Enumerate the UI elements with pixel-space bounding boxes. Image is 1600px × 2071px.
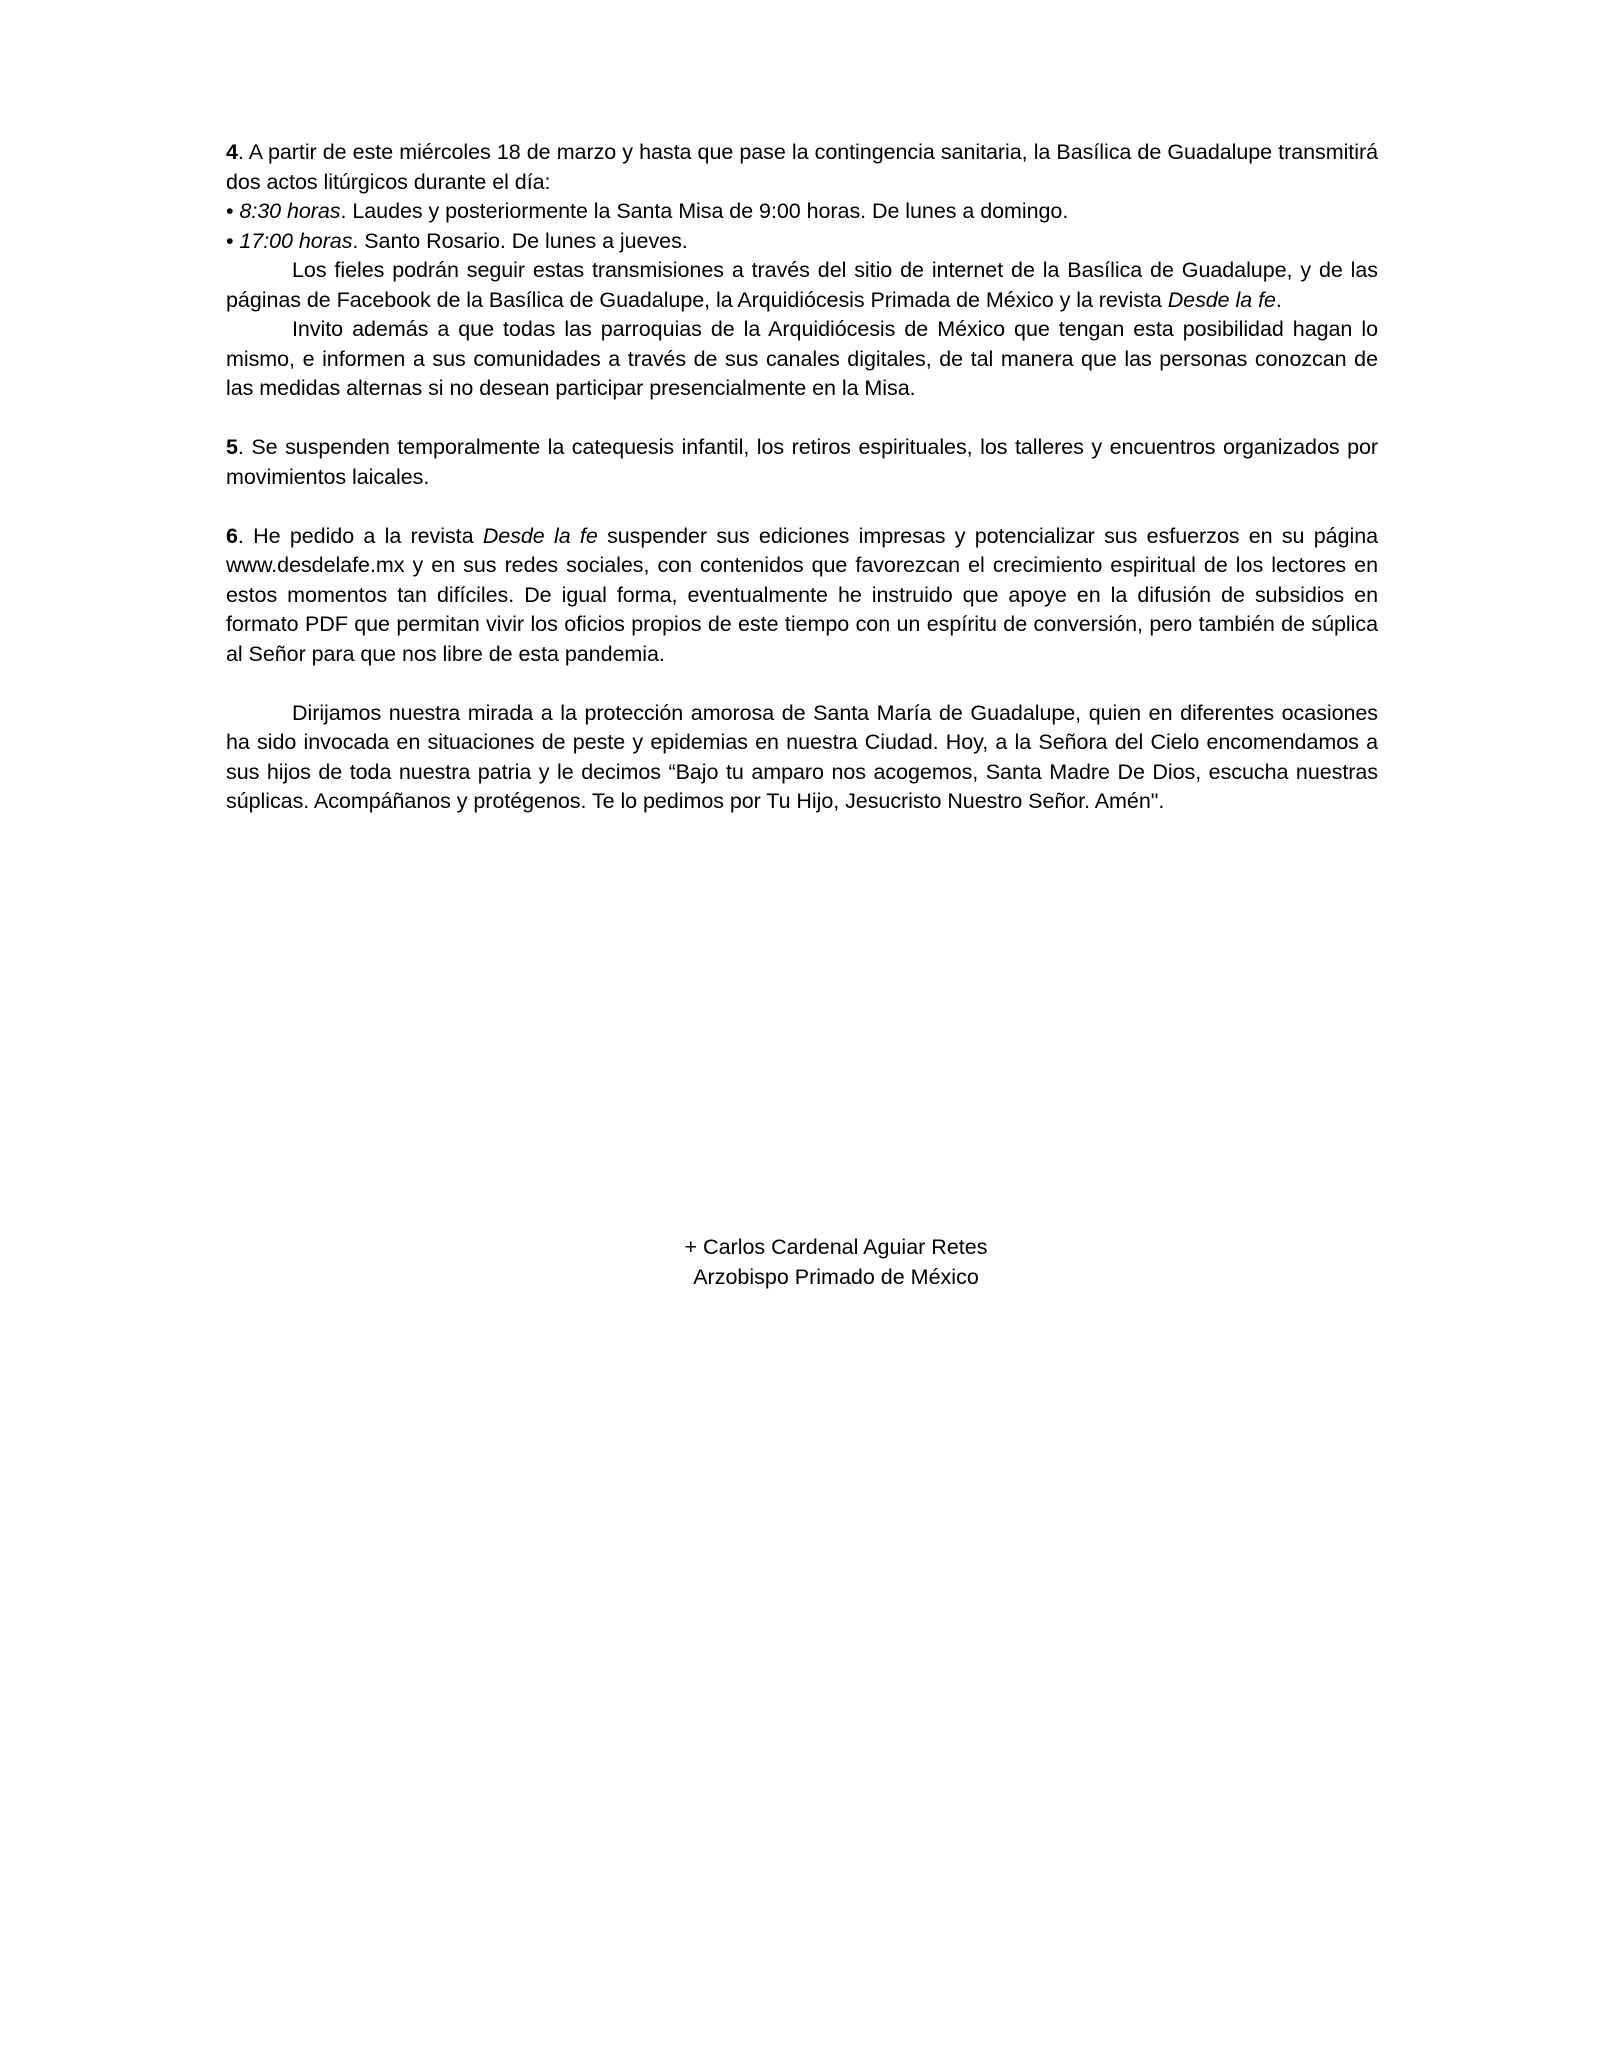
bullet-time: 17:00 horas	[239, 228, 353, 253]
bullet-item-1	[226, 227, 1378, 257]
bullet-item-0	[226, 197, 1378, 227]
paragraph-item-6	[226, 522, 1378, 670]
magazine-name-italic: Desde la fe	[1167, 287, 1276, 312]
item-6-text-part1: He pedido a la revista	[253, 523, 483, 548]
signer-name: + Carlos Cardenal Aguiar Retes	[684, 1235, 988, 1259]
document-body	[226, 138, 1378, 817]
bullet-marker: •	[226, 228, 240, 253]
signer-title: Arzobispo Primado de México	[693, 1264, 979, 1289]
item-number-4-suffix: .	[237, 140, 249, 164]
item-number-5-suffix: .	[237, 435, 252, 459]
item-number-5: 5	[226, 435, 238, 459]
paragraph-invito: Invito además a que todas las parroquias de la Arquidiócesis de México que tengan esta posibilidad hagan lo mismo, e informen a sus comunidades a través de sus canales digitales, de tal manera que las personas conozcan de las medidas alternas si no desean participar presencialmente en la Misa.	[226, 317, 1378, 400]
paragraph-fieles	[226, 256, 1378, 315]
bullet-marker: •	[226, 199, 240, 223]
paragraph-fieles-part2: .	[1275, 287, 1282, 312]
item-4-text: A partir de este miércoles 18 de marzo y hasta que pase la contingencia sanitaria, la Basílica de Guadalupe transmitirá dos actos litúrgicos durante el día:	[226, 140, 1378, 194]
item-5-text: Se suspenden temporalmente la catequesis infantil, los retiros espirituales, los talleres y encuentros organizados por movimientos laicales.	[226, 435, 1379, 489]
signature-block	[226, 1233, 1446, 1292]
item-number-4: 4	[226, 140, 238, 164]
item-number-6-suffix: .	[237, 523, 254, 548]
bullet-time: 8:30 horas	[239, 199, 341, 223]
paragraph-item-5	[226, 433, 1378, 492]
bullet-text: . Santo Rosario. De lunes a jueves.	[352, 228, 688, 253]
item-number-6: 6	[226, 523, 238, 548]
magazine-name-italic: Desde la fe	[482, 523, 598, 548]
paragraph-dirijamos: Dirijamos nuestra mirada a la protección amorosa de Santa María de Guadalupe, quien en diferentes ocasiones ha sido invocada en situaciones de peste y epidemias en nuestra Ciudad. Hoy, a la Señora del Cielo encomendamos a sus hijos de toda nuestra patria y le decimos “Bajo tu amparo nos acogemos, Santa Madre De Dios, escucha nuestras súplicas. Acompáñanos y protégenos. Te lo pedimos por Tu Hijo, Jesucristo Nuestro Señor. Amén".	[226, 700, 1378, 813]
item-6-text-part2: suspender sus ediciones impresas y potencializar sus esfuerzos en su página www.desdelafe.mx y en sus redes sociales, con contenidos que favorezcan el crecimiento espiritual de los lectores en estos momentos tan difíciles. De igual forma, eventualmente he instruido que apoye en la difusión de subsidios en formato PDF que permitan vivir los oficios propios de este tiempo con un espíritu de conversión, pero también de súplica al Señor para que nos libre de esta pandemia.	[226, 523, 1379, 666]
paragraph-fieles-part1: Los fieles podrán seguir estas transmisiones a través del sitio de internet de la Basílica de Guadalupe, y de las páginas de Facebook de la Basílica de Guadalupe, la Arquidiócesis Primada de México y la revista	[226, 258, 1378, 312]
bullet-text: . Laudes y posteriormente la Santa Misa de 9:00 horas. De lunes a domingo.	[340, 199, 1069, 223]
paragraph-item-4	[226, 138, 1378, 197]
